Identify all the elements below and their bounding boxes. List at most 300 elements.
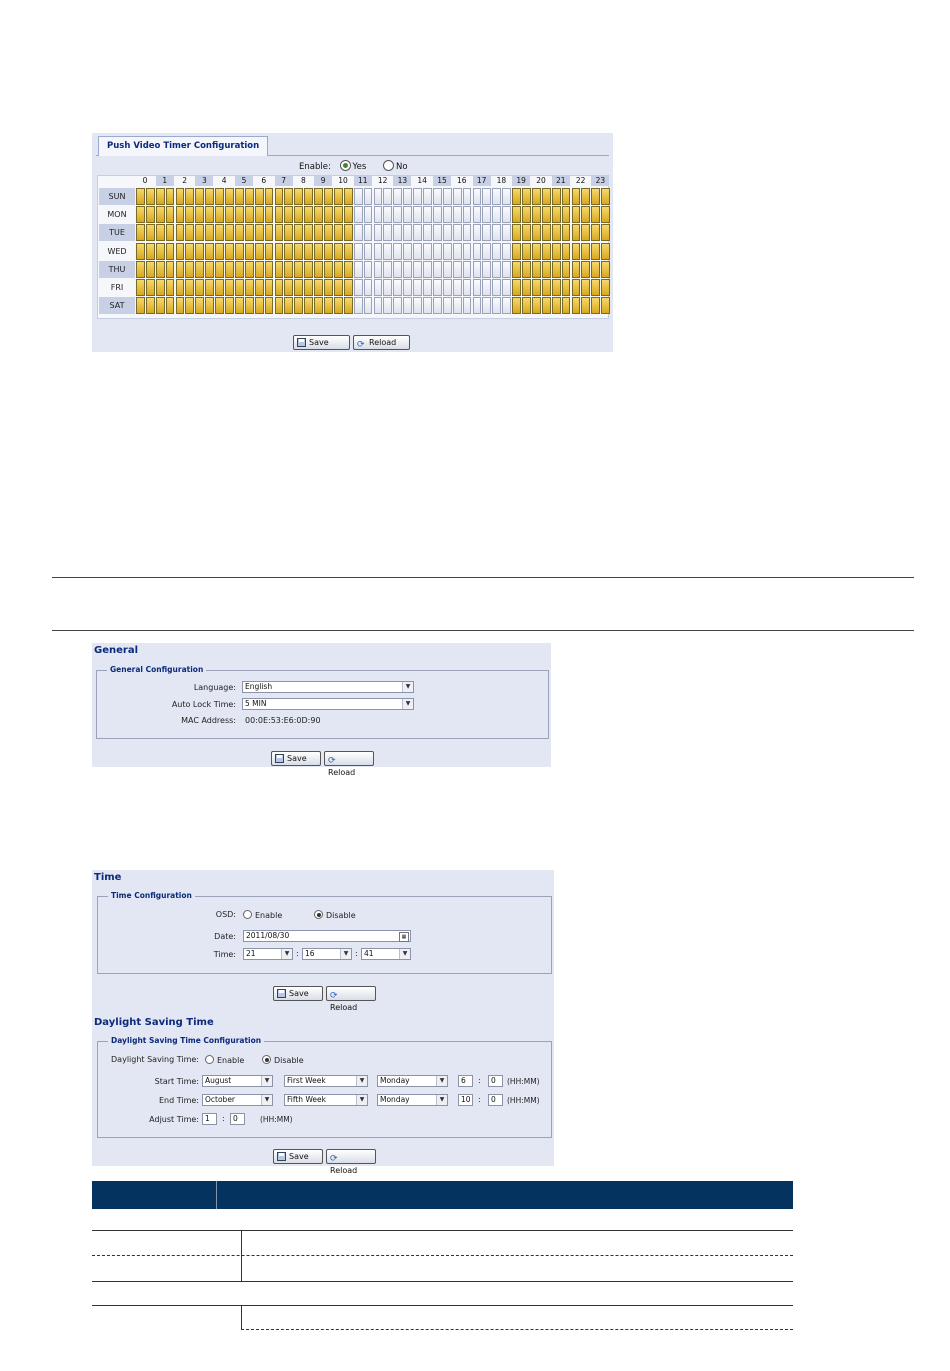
schedule-cell[interactable] [304,261,313,278]
schedule-cell[interactable] [195,206,204,223]
schedule-cell[interactable] [492,243,501,260]
schedule-cell[interactable] [532,243,541,260]
schedule-cell[interactable] [591,279,600,296]
hour-header[interactable]: 13 [393,176,411,186]
schedule-cell[interactable] [156,188,165,205]
schedule-cell[interactable] [542,261,551,278]
hour-header[interactable]: 3 [195,176,213,186]
schedule-cell[interactable] [403,243,412,260]
schedule-cell[interactable] [225,188,234,205]
hour-header[interactable]: 2 [182,176,187,185]
schedule-cell[interactable] [512,206,521,223]
schedule-cell[interactable] [195,243,204,260]
adjust-hour-input[interactable] [202,1113,217,1125]
schedule-cell[interactable] [324,279,333,296]
schedule-cell[interactable] [572,261,581,278]
date-input[interactable] [243,930,411,942]
schedule-cell[interactable] [344,206,353,223]
schedule-cell[interactable] [413,206,422,223]
schedule-cell[interactable] [473,279,482,296]
schedule-cell[interactable] [463,279,472,296]
schedule-cell[interactable] [492,279,501,296]
schedule-cell[interactable] [572,188,581,205]
schedule-cell[interactable] [374,188,383,205]
schedule-cell[interactable] [463,261,472,278]
schedule-cell[interactable] [235,206,244,223]
schedule-cell[interactable] [552,297,561,314]
schedule-cell[interactable] [156,243,165,260]
schedule-cell[interactable] [502,243,511,260]
schedule-cell[interactable] [443,261,452,278]
hour-header[interactable]: 17 [473,176,491,186]
reload-button[interactable] [326,1149,376,1175]
schedule-cell[interactable] [482,279,491,296]
schedule-cell[interactable] [374,243,383,260]
tab-push-video-timer[interactable]: Push Video Timer Configuration [98,136,268,156]
schedule-cell[interactable] [334,243,343,260]
schedule-cell[interactable] [393,206,402,223]
schedule-cell[interactable] [156,261,165,278]
schedule-cell[interactable] [601,243,610,260]
schedule-cell[interactable] [156,279,165,296]
schedule-cell[interactable] [156,206,165,223]
schedule-cell[interactable] [364,243,373,260]
schedule-cell[interactable] [423,243,432,260]
schedule-cell[interactable] [522,279,531,296]
schedule-cell[interactable] [581,243,590,260]
schedule-cell[interactable] [492,297,501,314]
schedule-cell[interactable] [344,261,353,278]
schedule-cell[interactable] [314,206,323,223]
save-button[interactable] [273,986,323,1001]
schedule-cell[interactable] [275,297,284,314]
schedule-cell[interactable] [334,279,343,296]
hour-header[interactable]: 14 [417,176,427,185]
schedule-cell[interactable] [344,243,353,260]
schedule-cell[interactable] [552,279,561,296]
schedule-cell[interactable] [146,279,155,296]
schedule-cell[interactable] [492,261,501,278]
schedule-cell[interactable] [383,297,392,314]
language-select[interactable] [242,681,414,693]
schedule-cell[interactable] [591,243,600,260]
schedule-cell[interactable] [215,224,224,241]
schedule-cell[interactable] [512,297,521,314]
schedule-cell[interactable] [304,224,313,241]
schedule-cell[interactable] [156,224,165,241]
schedule-cell[interactable] [195,279,204,296]
schedule-cell[interactable] [393,261,402,278]
schedule-cell[interactable] [512,279,521,296]
schedule-cell[interactable] [284,279,293,296]
schedule-cell[interactable] [176,224,185,241]
schedule-cell[interactable] [255,279,264,296]
day-label[interactable]: SAT [99,297,135,314]
schedule-cell[interactable] [225,279,234,296]
schedule-cell[interactable] [255,243,264,260]
schedule-cell[interactable] [235,224,244,241]
day-label[interactable]: THU [99,261,135,278]
hour-header[interactable]: 0 [142,176,148,185]
schedule-cell[interactable] [552,206,561,223]
schedule-cell[interactable] [275,279,284,296]
schedule-cell[interactable] [294,279,303,296]
schedule-cell[interactable] [344,224,353,241]
schedule-cell[interactable] [433,297,442,314]
schedule-cell[interactable] [374,297,383,314]
schedule-cell[interactable] [522,224,531,241]
schedule-cell[interactable] [552,188,561,205]
start-minute-input[interactable] [488,1075,503,1087]
schedule-cell[interactable] [413,188,422,205]
schedule-cell[interactable] [265,297,274,314]
reload-button[interactable] [324,751,374,777]
schedule-cell[interactable] [324,188,333,205]
schedule-cell[interactable] [245,243,254,260]
schedule-cell[interactable] [146,261,155,278]
schedule-cell[interactable] [413,243,422,260]
schedule-cell[interactable] [166,279,175,296]
osd-enable-radio[interactable] [243,910,252,919]
schedule-cell[interactable] [482,224,491,241]
hour-header[interactable]: 7 [275,176,293,186]
schedule-cell[interactable] [245,188,254,205]
schedule-cell[interactable] [423,206,432,223]
schedule-cell[interactable] [235,297,244,314]
reload-button[interactable] [326,986,376,1012]
schedule-cell[interactable] [482,206,491,223]
end-week-select[interactable] [284,1094,368,1106]
schedule-cell[interactable] [176,243,185,260]
schedule-cell[interactable] [601,224,610,241]
schedule-cell[interactable] [463,243,472,260]
schedule-cell[interactable] [284,224,293,241]
schedule-cell[interactable] [215,243,224,260]
schedule-cell[interactable] [314,297,323,314]
schedule-cell[interactable] [492,224,501,241]
schedule-cell[interactable] [374,261,383,278]
schedule-cell[interactable] [265,206,274,223]
hour-header[interactable]: 18 [496,176,507,185]
hour-header[interactable]: 19 [512,176,530,186]
dst-disable-option[interactable] [262,1055,304,1065]
schedule-cell[interactable] [433,279,442,296]
schedule-cell[interactable] [225,297,234,314]
schedule-cell[interactable] [136,297,145,314]
schedule-cell[interactable] [225,224,234,241]
schedule-cell[interactable] [393,188,402,205]
schedule-cell[interactable] [374,206,383,223]
start-week-select[interactable] [284,1075,368,1087]
schedule-cell[interactable] [453,224,462,241]
schedule-cell[interactable] [136,188,145,205]
schedule-cell[interactable] [453,297,462,314]
schedule-cell[interactable] [374,279,383,296]
dst-enable-option[interactable] [205,1055,244,1065]
schedule-cell[interactable] [334,206,343,223]
schedule-cell[interactable] [205,243,214,260]
schedule-cell[interactable] [512,243,521,260]
schedule-cell[interactable] [443,243,452,260]
hour-header[interactable]: 16 [457,176,467,185]
schedule-cell[interactable] [136,261,145,278]
schedule-cell[interactable] [255,206,264,223]
schedule-cell[interactable] [581,224,590,241]
hour-header[interactable]: 23 [591,176,609,186]
schedule-cell[interactable] [284,206,293,223]
schedule-cell[interactable] [572,206,581,223]
day-label[interactable]: WED [107,246,127,256]
schedule-cell[interactable] [552,261,561,278]
schedule-cell[interactable] [423,188,432,205]
schedule-cell[interactable] [314,188,323,205]
autolock-select[interactable] [242,698,414,710]
schedule-cell[interactable] [433,243,442,260]
schedule-cell[interactable] [185,297,194,314]
schedule-cell[interactable] [215,206,224,223]
schedule-cell[interactable] [482,188,491,205]
schedule-cell[interactable] [522,188,531,205]
schedule-cell[interactable] [265,188,274,205]
calendar-icon[interactable]: ▦ [399,932,409,942]
schedule-cell[interactable] [403,261,412,278]
hour-header[interactable]: 22 [575,176,586,185]
schedule-cell[interactable] [512,224,521,241]
schedule-cell[interactable] [294,206,303,223]
schedule-cell[interactable] [185,243,194,260]
schedule-cell[interactable] [136,206,145,223]
minute-select[interactable] [302,948,352,960]
schedule-cell[interactable] [344,297,353,314]
schedule-cell[interactable] [403,224,412,241]
schedule-cell[interactable] [364,297,373,314]
schedule-cell[interactable] [185,261,194,278]
schedule-cell[interactable] [443,224,452,241]
schedule-cell[interactable] [383,279,392,296]
schedule-cell[interactable] [473,297,482,314]
schedule-cell[interactable] [235,261,244,278]
schedule-cell[interactable] [334,297,343,314]
schedule-cell[interactable] [195,297,204,314]
schedule-cell[interactable] [532,224,541,241]
schedule-cell[interactable] [314,261,323,278]
schedule-cell[interactable] [304,279,313,296]
end-month-select[interactable] [202,1094,273,1106]
schedule-cell[interactable] [364,224,373,241]
schedule-cell[interactable] [136,279,145,296]
schedule-cell[interactable] [255,297,264,314]
schedule-cell[interactable] [601,297,610,314]
schedule-cell[interactable] [166,297,175,314]
schedule-cell[interactable] [562,188,571,205]
schedule-cell[interactable] [265,261,274,278]
hour-header[interactable]: 21 [552,176,570,186]
schedule-cell[interactable] [383,206,392,223]
schedule-cell[interactable] [383,188,392,205]
schedule-cell[interactable] [562,243,571,260]
schedule-cell[interactable] [403,297,412,314]
schedule-cell[interactable] [591,188,600,205]
schedule-cell[interactable] [423,224,432,241]
schedule-cell[interactable] [195,224,204,241]
dst-enable-radio[interactable] [205,1055,214,1064]
hour-header[interactable]: 10 [338,176,348,185]
day-label[interactable]: FRI [110,283,124,292]
schedule-cell[interactable] [176,279,185,296]
schedule-cell[interactable] [572,243,581,260]
schedule-cell[interactable] [265,224,274,241]
schedule-cell[interactable] [423,297,432,314]
schedule-cell[interactable] [275,243,284,260]
enable-no-radio[interactable] [383,160,394,171]
schedule-cell[interactable] [284,261,293,278]
schedule-cell[interactable] [294,297,303,314]
schedule-cell[interactable] [572,297,581,314]
schedule-cell[interactable] [492,206,501,223]
schedule-cell[interactable] [314,279,323,296]
schedule-cell[interactable] [284,243,293,260]
schedule-cell[interactable] [255,224,264,241]
schedule-cell[interactable] [453,188,462,205]
schedule-cell[interactable] [146,224,155,241]
schedule-cell[interactable] [572,279,581,296]
save-button[interactable] [273,1149,323,1164]
schedule-cell[interactable] [463,297,472,314]
schedule-cell[interactable] [166,261,175,278]
schedule-cell[interactable] [473,243,482,260]
hour-header[interactable]: 9 [314,176,332,186]
schedule-cell[interactable] [403,279,412,296]
schedule-cell[interactable] [354,297,363,314]
schedule-cell[interactable] [275,261,284,278]
schedule-cell[interactable] [601,188,610,205]
schedule-cell[interactable] [532,279,541,296]
hour-header[interactable]: 15 [433,176,451,186]
schedule-cell[interactable] [245,224,254,241]
schedule-cell[interactable] [393,297,402,314]
schedule-cell[interactable] [383,243,392,260]
schedule-cell[interactable] [581,206,590,223]
schedule-cell[interactable] [324,224,333,241]
schedule-cell[interactable] [146,206,155,223]
schedule-cell[interactable] [324,206,333,223]
schedule-cell[interactable] [473,261,482,278]
schedule-cell[interactable] [542,206,551,223]
schedule-cell[interactable] [581,188,590,205]
schedule-cell[interactable] [176,297,185,314]
save-button[interactable] [293,335,350,350]
schedule-cell[interactable] [403,206,412,223]
schedule-cell[interactable] [185,206,194,223]
hour-header[interactable]: 8 [301,176,306,185]
schedule-cell[interactable] [532,188,541,205]
schedule-cell[interactable] [542,188,551,205]
schedule-cell[interactable] [185,279,194,296]
schedule-cell[interactable] [185,188,194,205]
day-label[interactable]: TUE [99,224,135,241]
schedule-cell[interactable] [473,188,482,205]
schedule-cell[interactable] [344,279,353,296]
schedule-cell[interactable] [304,206,313,223]
schedule-cell[interactable] [453,243,462,260]
schedule-cell[interactable] [502,206,511,223]
schedule-cell[interactable] [265,279,274,296]
schedule-cell[interactable] [245,206,254,223]
schedule-cell[interactable] [562,224,571,241]
schedule-cell[interactable] [393,279,402,296]
hour-header[interactable]: 1 [156,176,174,186]
schedule-cell[interactable] [334,224,343,241]
end-hour-input[interactable] [458,1094,473,1106]
schedule-cell[interactable] [403,188,412,205]
schedule-cell[interactable] [413,261,422,278]
dst-disable-radio[interactable] [262,1055,271,1064]
schedule-cell[interactable] [156,297,165,314]
schedule-cell[interactable] [492,188,501,205]
schedule-cell[interactable] [294,243,303,260]
schedule-cell[interactable] [344,188,353,205]
schedule-cell[interactable] [235,188,244,205]
schedule-cell[interactable] [304,297,313,314]
schedule-cell[interactable] [215,279,224,296]
schedule-cell[interactable] [433,188,442,205]
schedule-cell[interactable] [324,261,333,278]
schedule-cell[interactable] [255,261,264,278]
schedule-cell[interactable] [443,279,452,296]
schedule-cell[interactable] [205,206,214,223]
schedule-cell[interactable] [354,224,363,241]
schedule-cell[interactable] [176,206,185,223]
schedule-cell[interactable] [591,261,600,278]
schedule-cell[interactable] [205,224,214,241]
schedule-cell[interactable] [205,279,214,296]
schedule-cell[interactable] [374,224,383,241]
schedule-cell[interactable] [532,297,541,314]
schedule-cell[interactable] [482,261,491,278]
hour-header[interactable]: 6 [261,176,267,185]
schedule-cell[interactable] [166,224,175,241]
schedule-cell[interactable] [275,188,284,205]
schedule-cell[interactable] [522,206,531,223]
schedule-cell[interactable] [383,261,392,278]
schedule-cell[interactable] [354,188,363,205]
schedule-cell[interactable] [284,188,293,205]
schedule-cell[interactable] [581,279,590,296]
schedule-cell[interactable] [562,261,571,278]
schedule-cell[interactable] [552,243,561,260]
schedule-cell[interactable] [265,243,274,260]
schedule-cell[interactable] [453,261,462,278]
schedule-cell[interactable] [393,224,402,241]
end-day-select[interactable] [377,1094,448,1106]
schedule-cell[interactable] [146,243,155,260]
schedule-cell[interactable] [215,261,224,278]
schedule-cell[interactable] [601,279,610,296]
schedule-cell[interactable] [542,297,551,314]
schedule-cell[interactable] [453,206,462,223]
schedule-cell[interactable] [284,297,293,314]
schedule-cell[interactable] [275,206,284,223]
schedule-cell[interactable] [423,261,432,278]
schedule-cell[interactable] [562,279,571,296]
schedule-cell[interactable] [512,188,521,205]
schedule-cell[interactable] [562,206,571,223]
osd-enable-option[interactable] [243,910,282,920]
hour-header[interactable]: 5 [235,176,253,186]
save-button[interactable] [271,751,321,766]
schedule-cell[interactable] [205,188,214,205]
schedule-cell[interactable] [225,261,234,278]
